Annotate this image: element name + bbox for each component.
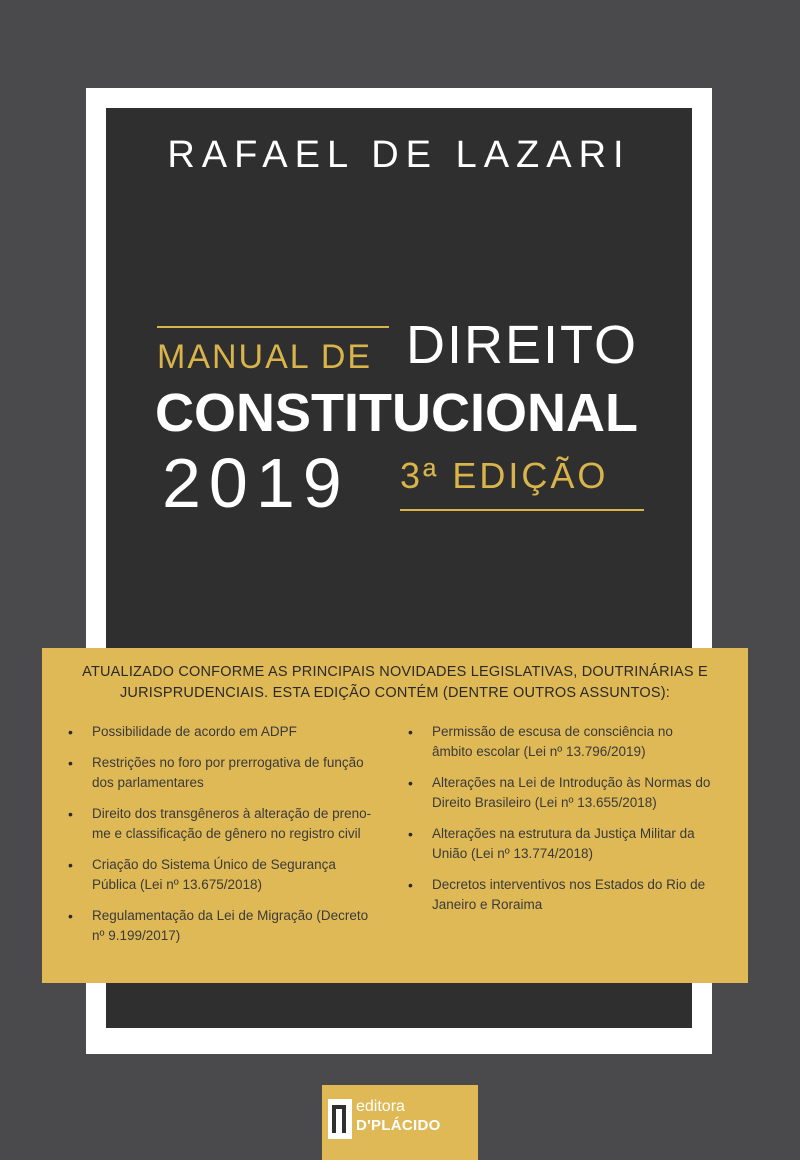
summary-item [404,773,714,813]
edition-label: 3ª EDIÇÃO [400,455,609,496]
bullet-icon: • [408,877,413,893]
edition-year: 2019 [162,444,350,522]
summary-item-text: Regulamentação da Lei de Migração (Decreto nº 9.199/2017) [92,908,369,943]
bullet-icon: • [68,857,73,873]
summary-item [404,824,714,864]
summary-item-text: Direito dos transgêneros à alteração de prenome e classificação de gênero no registro civil [92,806,372,841]
title-rule-top [157,326,389,328]
summary-left-list [64,722,374,957]
summary-item [64,722,374,742]
summary-columns [64,722,726,957]
publisher-mark-icon [328,1099,352,1139]
title-prefix: MANUAL DE [157,338,373,376]
summary-item [64,804,374,844]
publisher-line2: D'PLÁCIDO [356,1117,441,1134]
bullet-icon: • [68,908,73,924]
bullet-icon: • [68,806,73,822]
summary-right-list [404,722,714,957]
author-name: RAFAEL DE LAZARI [167,134,631,176]
title-main: DIREITO [406,315,639,375]
summary-intro: ATUALIZADO CONFORME AS PRINCIPAIS NOVIDADES LEGISLATIVAS, DOUTRINÁRIAS E JURISPRUDENCIAIS. ESTA EDIÇÃO CONTÉM (DENTRE OUTROS ASSUNTOS): [82,664,708,701]
summary-box [42,648,748,983]
title-line2: CONSTITUCIONAL [155,383,638,443]
summary-item-text: Permissão de escusa de consciência no âmbito escolar (Lei nº 13.796/2019) [432,724,673,759]
summary-item [404,722,714,762]
summary-item-text: Restrições no foro por prerrogativa de função dos parlamentares [92,755,364,790]
publisher-line1: editora [356,1098,405,1115]
summary-item-text: Alterações na Lei de Introdução às Normas do Direito Brasileiro (Lei nº 13.655/2018) [432,775,711,810]
bullet-icon: • [408,724,413,740]
summary-item [404,875,714,915]
bullet-icon: • [68,724,73,740]
summary-item-text: Alterações na estrutura da Justiça Militar da União (Lei nº 13.774/2018) [432,826,695,861]
summary-item [64,855,374,895]
summary-item-text: Criação do Sistema Único de Segurança Pública (Lei nº 13.675/2018) [92,857,336,892]
title-rule-bottom [400,509,644,511]
summary-item-text: Possibilidade de acordo em ADPF [92,724,297,739]
bullet-icon: • [68,755,73,771]
publisher-logo [322,1085,478,1160]
summary-item [64,906,374,946]
summary-item-text: Decretos interventivos nos Estados do Rio de Janeiro e Roraima [432,877,706,912]
bullet-icon: • [408,775,413,791]
summary-item [64,753,374,793]
bullet-icon: • [408,826,413,842]
